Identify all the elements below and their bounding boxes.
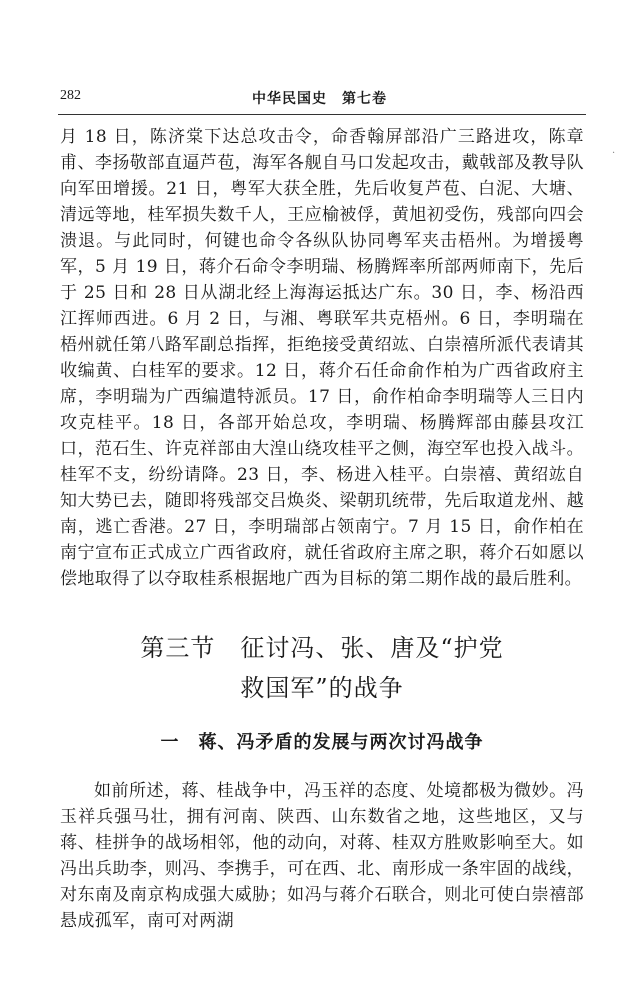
page-header xyxy=(60,88,584,114)
paragraph-continuation: 月 18 日，陈济棠下达总攻击令，命香翰屏部沿广三路进攻，陈章甫、李扬敬部直逼芦苞，海军各舰自马口发起攻击，戴戟部及教导队向军田增援。21 日，粤军大获全胜，先后收复芦苞、白泥、大塘、清远等地，桂军损失数千人，王应榆被俘，黄旭初受伤，残部向四会溃退。与此同时，何键也命令各纵队协同粤军夹击梧州。为增援粤军，5 月 19 日，蒋介石命令李明瑞、杨腾辉率所部两师南下，先后于 25 日和 28 日从湖北经上海海运抵达广东。30 日，李、杨沿西江挥师西进。6 月 2 日，与湘、粤联军共克梧州。6 日，李明瑞在梧州就任第八路军副总指挥，拒绝接受黄绍竑、白崇禧所派代表请其收编黄、白桂军的要求。12 日，蒋介石任命俞作柏为广西省政府主席，李明瑞为广西编遣特派员。17 日，俞作柏命李明瑞等人三日内攻克桂平。18 日，各部开始总攻，李明瑞、杨腾辉部由藤县攻江口，范石生、许克祥部由大湟山绕攻桂平之侧，海空军也投入战斗。桂军不支，纷纷请降。23 日，李、杨进入桂平。白崇禧、黄绍竑自知大势已去，随即将残部交吕焕炎、梁朝玑统带，先后取道龙州、越南，逃亡香港。27 日，李明瑞部占领南宁。7 月 15 日，俞作柏在南宁宣布正式成立广西省政府，就任省政府主席之职，蒋介石如愿以偿地取得了以夺取桂系根据地广西为目标的第二期作战的最后胜利。 xyxy=(60,127,584,589)
section-title-line-2: 救国军”的战争 xyxy=(240,674,404,702)
subsection-title: 一 蒋、冯矛盾的发展与两次讨冯战争 xyxy=(160,732,484,753)
section-title xyxy=(60,628,584,708)
header-rule xyxy=(58,114,586,115)
running-title: 中华民国史 第七卷 xyxy=(252,91,387,107)
paragraph-opening: 如前所述，蒋、桂战争中，冯玉祥的态度、处境都极为微妙。冯玉祥兵强马壮，拥有河南、陕西、山东数省之地，这些地区，又与蒋、桂拼争的战场相邻，他的动向，对蒋、桂双方胜败影响至大。如冯出兵助李，则冯、李携手，可在西、北、南形成一条牢固的战线，对东南及南京构成强大威胁；如冯与蒋介石联合，则北可使白崇禧部悬成孤军，南可对两湖 xyxy=(60,781,584,931)
section-title-line-1: 第三节 征讨冯、张、唐及“护党 xyxy=(140,634,504,662)
page-number: 282 xyxy=(60,88,81,103)
margin-mark: · xyxy=(612,148,616,159)
